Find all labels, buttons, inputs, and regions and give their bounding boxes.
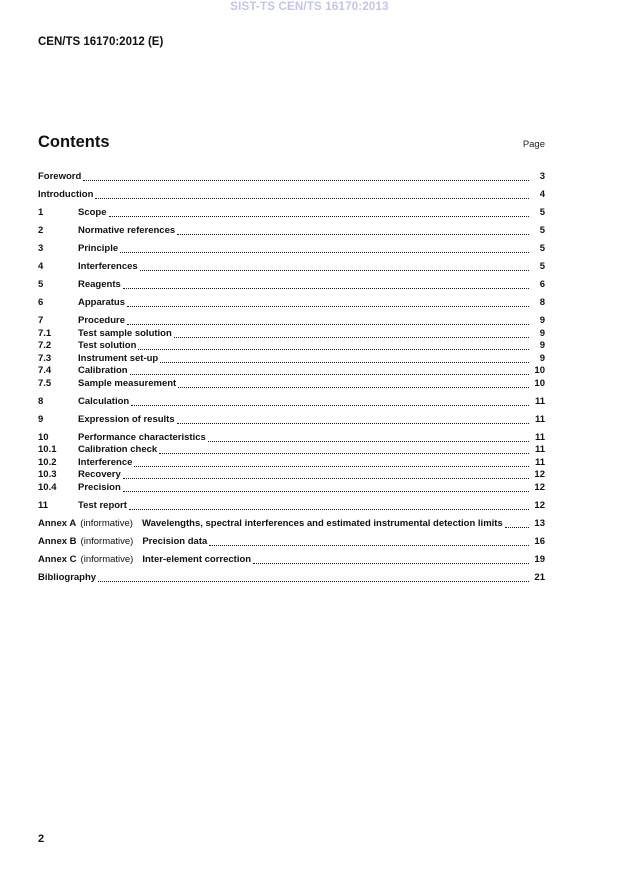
dot-leader: [109, 216, 529, 217]
toc-entry-annex: [38, 536, 545, 548]
toc-page-number: 9: [539, 315, 545, 326]
toc-section-label: Calculation: [78, 395, 130, 407]
contents-title: Contents: [38, 133, 110, 151]
dot-leader: [123, 288, 529, 289]
dot-leader: [127, 324, 529, 325]
toc-page-number: 5: [539, 225, 545, 236]
annex-prefix: Annex A: [38, 517, 77, 529]
dot-leader: [208, 441, 529, 442]
toc-section-label: Reagents: [78, 279, 121, 290]
dot-leader: [134, 466, 529, 467]
toc-page-number: 21: [534, 571, 545, 583]
dot-leader: [83, 180, 529, 181]
toc-entry: [38, 414, 545, 426]
toc-entry: [38, 378, 545, 390]
toc-section-number: 11: [38, 499, 49, 511]
dot-leader: [98, 581, 529, 582]
dot-leader: [209, 545, 529, 546]
dot-leader: [131, 405, 529, 406]
annex-label: [38, 554, 251, 566]
toc-entry: [38, 396, 545, 408]
toc-section-label: Precision: [78, 481, 121, 493]
dot-leader: [123, 491, 529, 492]
toc-entry: [38, 243, 545, 255]
annex-title: Precision data: [142, 535, 208, 547]
toc-section-label: Apparatus: [78, 297, 125, 308]
dot-leader: [130, 374, 529, 375]
toc-section-number: 5: [38, 279, 44, 290]
toc-page-number: 5: [539, 207, 545, 218]
toc-section-label: Calibration check: [78, 444, 158, 455]
dot-leader: [253, 563, 529, 564]
toc-entry: [38, 353, 545, 365]
dot-leader: [177, 234, 529, 235]
toc-section-label: Test report: [78, 499, 127, 511]
dot-leader: [159, 453, 529, 454]
toc-page-number: 11: [534, 413, 545, 425]
toc-section-number: 7: [38, 315, 44, 326]
toc-page-number: 11: [534, 444, 545, 455]
toc-section-number: 10.1: [38, 444, 57, 455]
dot-leader: [123, 478, 529, 479]
toc-section-label: Scope: [78, 207, 107, 218]
toc-section-label: Interference: [78, 456, 133, 468]
toc-page-number: 11: [534, 395, 545, 407]
toc-entry: [38, 315, 545, 327]
toc-section-number: 10: [38, 431, 49, 443]
toc-section-label: Instrument set-up: [78, 352, 159, 364]
toc-page-number: 5: [539, 261, 545, 272]
annex-qualifier: (informative): [80, 535, 134, 547]
toc-section-label: Performance characteristics: [78, 431, 206, 443]
toc-page-number: 19: [534, 553, 545, 565]
toc-entry: [38, 297, 545, 309]
annex-label: [38, 536, 207, 548]
toc-page-number: 9: [539, 340, 545, 351]
contents-section: [38, 133, 545, 584]
toc-page-number: 11: [534, 431, 545, 443]
dot-leader: [127, 306, 529, 307]
dot-leader: [140, 270, 529, 271]
toc-section-number: 10.4: [38, 481, 57, 493]
document-reference: CEN/TS 16170:2012 (E): [38, 36, 164, 48]
toc-section-number: 6: [38, 297, 44, 308]
toc-page-number: 9: [539, 352, 545, 364]
toc-page-number: 12: [534, 469, 545, 480]
annex-qualifier: (informative): [80, 517, 133, 529]
toc-entry: [38, 340, 545, 352]
dot-leader: [177, 423, 529, 424]
annex-qualifier: (informative): [80, 553, 134, 565]
dot-leader: [505, 527, 529, 528]
toc-page-number: 4: [539, 189, 545, 200]
dot-leader: [129, 509, 529, 510]
toc-entry: [38, 482, 545, 494]
toc-section-label: Test solution: [78, 340, 137, 351]
footer-page-number: 2: [38, 833, 45, 845]
toc-section-number: 8: [38, 395, 44, 407]
annex-prefix: Annex B: [38, 535, 77, 547]
toc-section-number: 3: [38, 243, 44, 254]
annex-label: [38, 518, 503, 530]
toc-section-number: 10.2: [38, 456, 57, 468]
dot-leader: [120, 252, 529, 253]
sist-watermark: SIST-TS CEN/TS 16170:2013: [230, 1, 389, 13]
toc-section-number: 4: [38, 261, 44, 272]
toc-page-number: 10: [534, 377, 545, 389]
toc-page-number: 5: [539, 243, 545, 254]
toc-entry: [38, 444, 545, 456]
toc-page-number: 12: [534, 499, 545, 511]
toc-section-label: Procedure: [78, 315, 125, 326]
toc-entry: [38, 171, 545, 183]
toc-page-number: 16: [534, 535, 545, 547]
toc-entry: [38, 225, 545, 237]
toc-section-label: Normative references: [78, 225, 176, 236]
toc-section-number: 2: [38, 225, 44, 236]
toc-page-number: 10: [534, 365, 545, 376]
toc-entry: [38, 572, 545, 584]
toc-section-label: Bibliography: [38, 571, 97, 583]
toc-section-number: 10.3: [38, 469, 57, 480]
toc-entry: [38, 469, 545, 481]
toc-section-label: Introduction: [38, 189, 94, 200]
annex-title: Wavelengths, spectral interferences and estimated instrumental detection limits: [141, 517, 503, 529]
toc-section-number: 7.5: [38, 377, 52, 389]
toc-entry: [38, 432, 545, 444]
toc-section-label: Sample measurement: [78, 377, 177, 389]
toc-entry-annex: [38, 554, 545, 566]
toc-section-number: 7.1: [38, 327, 52, 339]
dot-leader: [95, 198, 529, 199]
toc-entry: [38, 279, 545, 291]
toc-section-label: Expression of results: [78, 413, 175, 425]
toc-page-number: 11: [534, 456, 545, 468]
toc-section-label: Interferences: [78, 261, 138, 272]
toc-section-number: 7.3: [38, 352, 52, 364]
toc-page-number: 6: [539, 279, 545, 290]
toc-entry: [38, 457, 545, 469]
toc-entry: [38, 365, 545, 377]
toc-section-number: 7.2: [38, 340, 52, 351]
toc-entry-annex: [38, 518, 545, 530]
toc-section-number: 9: [38, 413, 44, 425]
toc-section-label: Recovery: [78, 469, 121, 480]
dot-leader: [178, 387, 529, 388]
dot-leader: [138, 349, 529, 350]
toc-entry: [38, 189, 545, 201]
dot-leader: [160, 362, 529, 363]
toc-page-number: 12: [534, 481, 545, 493]
annex-title: Inter-element correction: [142, 553, 252, 565]
toc-section-label: Principle: [78, 243, 119, 254]
toc-list: [38, 171, 545, 584]
toc-entry: [38, 261, 545, 273]
toc-section-label: Test sample solution: [78, 327, 172, 339]
toc-entry: [38, 328, 545, 340]
toc-section-number: 1: [38, 207, 44, 218]
toc-page-number: 3: [539, 171, 545, 182]
dot-leader: [174, 337, 529, 338]
toc-entry: [38, 207, 545, 219]
toc-entry: [38, 500, 545, 512]
annex-prefix: Annex C: [38, 553, 77, 565]
toc-page-number: 8: [539, 297, 545, 308]
toc-section-label: Calibration: [78, 365, 128, 376]
toc-page-number: 13: [534, 517, 545, 529]
contents-header: [38, 133, 545, 154]
toc-section-number: 7.4: [38, 365, 52, 376]
toc-page-number: 9: [539, 327, 545, 339]
page-column-label: Page: [522, 139, 545, 150]
toc-section-label: Foreword: [38, 171, 82, 182]
